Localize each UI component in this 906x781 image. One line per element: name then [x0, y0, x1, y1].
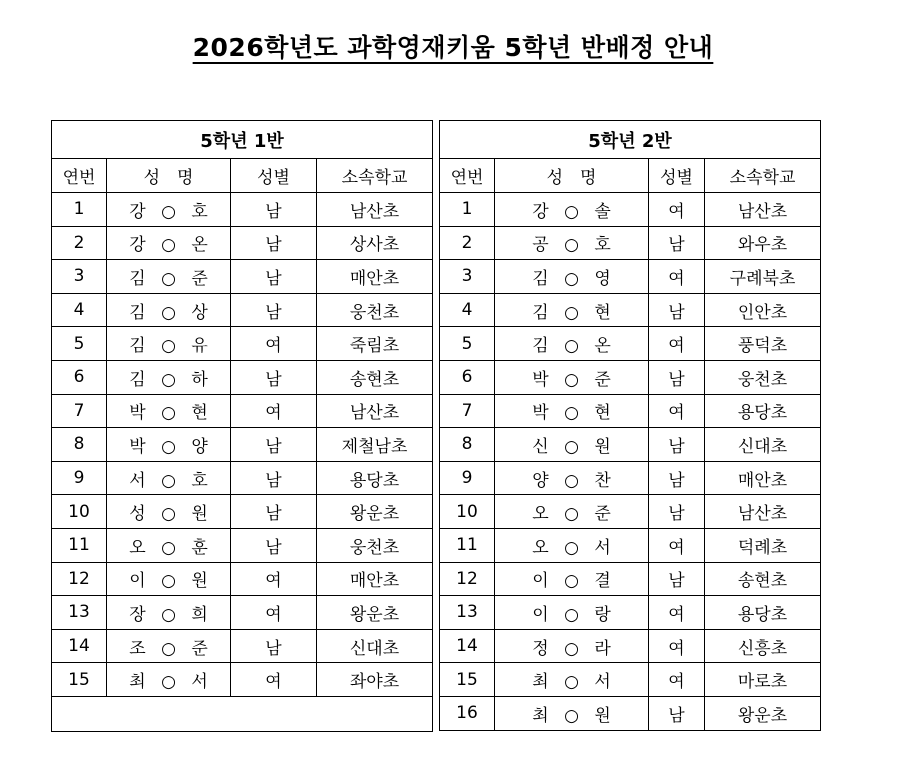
table-row	[440, 293, 821, 327]
cell-gender: 남	[231, 461, 317, 495]
cell-gender: 여	[231, 663, 317, 697]
table-row	[52, 360, 433, 394]
table-row	[52, 394, 433, 428]
cell-no: 5	[440, 327, 495, 361]
class-2-body	[440, 193, 821, 731]
cell-school: 죽림초	[317, 327, 433, 361]
table-row	[440, 696, 821, 730]
cell-name: 박 ○ 현	[495, 394, 649, 428]
cell-school: 웅천초	[317, 293, 433, 327]
table-row	[440, 193, 821, 227]
cell-school: 용당초	[705, 596, 821, 630]
cell-gender: 남	[231, 428, 317, 462]
cell-school: 웅천초	[705, 360, 821, 394]
cell-school: 남산초	[317, 193, 433, 227]
cell-no: 15	[52, 663, 107, 697]
cell-name: 오 ○ 준	[495, 495, 649, 529]
cell-no: 10	[440, 495, 495, 529]
cell-name: 강 ○ 솔	[495, 193, 649, 227]
cell-school: 왕운초	[317, 495, 433, 529]
cell-gender: 여	[649, 528, 705, 562]
cell-no: 3	[440, 260, 495, 294]
cell-no: 13	[440, 596, 495, 630]
cell-no: 16	[440, 696, 495, 730]
table-row	[440, 596, 821, 630]
cell-no: 2	[440, 226, 495, 260]
cell-gender: 남	[649, 495, 705, 529]
table-row	[52, 226, 433, 260]
cell-gender: 여	[649, 394, 705, 428]
table-row	[440, 562, 821, 596]
cell-school: 매안초	[317, 562, 433, 596]
class-2-caption: 5학년 2반	[440, 121, 821, 159]
table-row	[52, 663, 433, 697]
cell-gender: 남	[231, 360, 317, 394]
column-header-name: 성 명	[495, 159, 649, 193]
cell-name: 오 ○ 서	[495, 528, 649, 562]
cell-gender: 남	[231, 293, 317, 327]
class-2-table	[439, 120, 821, 731]
cell-gender: 남	[649, 461, 705, 495]
cell-school: 신흥초	[705, 629, 821, 663]
cell-no: 6	[52, 360, 107, 394]
cell-school: 덕례초	[705, 528, 821, 562]
cell-name: 강 ○ 호	[107, 193, 231, 227]
cell-name: 김 ○ 영	[495, 260, 649, 294]
cell-name: 조 ○ 준	[107, 629, 231, 663]
cell-no: 9	[440, 461, 495, 495]
table-row	[440, 528, 821, 562]
cell-no: 9	[52, 461, 107, 495]
table-row	[52, 428, 433, 462]
table-row	[440, 495, 821, 529]
cell-name: 이 ○ 원	[107, 562, 231, 596]
cell-name: 양 ○ 찬	[495, 461, 649, 495]
column-header-school: 소속학교	[705, 159, 821, 193]
cell-name: 오 ○ 훈	[107, 528, 231, 562]
cell-school: 구례북초	[705, 260, 821, 294]
cell-no: 2	[52, 226, 107, 260]
cell-name: 김 ○ 유	[107, 327, 231, 361]
cell-name: 성 ○ 원	[107, 495, 231, 529]
cell-school: 신대초	[705, 428, 821, 462]
table-row	[440, 394, 821, 428]
cell-gender: 여	[649, 663, 705, 697]
cell-school: 남산초	[317, 394, 433, 428]
table-row	[52, 461, 433, 495]
document-title-container	[0, 28, 906, 72]
cell-gender: 남	[231, 528, 317, 562]
cell-school: 남산초	[705, 495, 821, 529]
cell-school: 왕운초	[705, 696, 821, 730]
cell-school: 송현초	[705, 562, 821, 596]
table-row	[52, 327, 433, 361]
cell-no: 1	[440, 193, 495, 227]
cell-school: 매안초	[705, 461, 821, 495]
cell-no: 6	[440, 360, 495, 394]
cell-name: 이 ○ 랑	[495, 596, 649, 630]
cell-gender: 남	[649, 696, 705, 730]
cell-school: 웅천초	[317, 528, 433, 562]
column-header-no: 연번	[440, 159, 495, 193]
class-1-caption: 5학년 1반	[52, 121, 433, 159]
cell-gender: 남	[649, 293, 705, 327]
cell-name: 김 ○ 현	[495, 293, 649, 327]
cell-no: 4	[52, 293, 107, 327]
cell-gender: 남	[231, 193, 317, 227]
class-1-body	[52, 193, 433, 697]
cell-no: 12	[52, 562, 107, 596]
cell-no: 11	[440, 528, 495, 562]
cell-name: 최 ○ 서	[495, 663, 649, 697]
cell-no: 8	[52, 428, 107, 462]
cell-no: 8	[440, 428, 495, 462]
cell-gender: 남	[649, 226, 705, 260]
cell-school: 제철남초	[317, 428, 433, 462]
cell-name: 정 ○ 라	[495, 629, 649, 663]
cell-school: 인안초	[705, 293, 821, 327]
table-row	[52, 495, 433, 529]
cell-gender: 여	[231, 327, 317, 361]
cell-name: 신 ○ 원	[495, 428, 649, 462]
cell-name: 최 ○ 서	[107, 663, 231, 697]
table-row	[440, 461, 821, 495]
cell-school: 매안초	[317, 260, 433, 294]
document-title: 2026학년도 과학영재키움 5학년 반배정 안내	[192, 33, 714, 62]
cell-gender: 여	[649, 327, 705, 361]
table-row	[52, 562, 433, 596]
cell-school: 마로초	[705, 663, 821, 697]
cell-no: 1	[52, 193, 107, 227]
table-row	[440, 360, 821, 394]
cell-school: 용당초	[317, 461, 433, 495]
cell-name: 박 ○ 양	[107, 428, 231, 462]
class-1-empty-row	[52, 696, 433, 731]
table-row	[440, 327, 821, 361]
cell-name: 공 ○ 호	[495, 226, 649, 260]
cell-name: 김 ○ 상	[107, 293, 231, 327]
table-row	[440, 663, 821, 697]
cell-gender: 여	[649, 596, 705, 630]
table-row	[52, 596, 433, 630]
table-row	[52, 528, 433, 562]
table-row	[52, 193, 433, 227]
cell-no: 14	[440, 629, 495, 663]
table-row	[440, 226, 821, 260]
cell-gender: 남	[649, 562, 705, 596]
table-row	[52, 260, 433, 294]
cell-gender: 남	[231, 226, 317, 260]
cell-school: 풍덕초	[705, 327, 821, 361]
cell-gender: 남	[649, 428, 705, 462]
table-row	[52, 629, 433, 663]
cell-name: 김 ○ 준	[107, 260, 231, 294]
cell-gender: 남	[231, 629, 317, 663]
cell-name: 박 ○ 준	[495, 360, 649, 394]
cell-name: 강 ○ 온	[107, 226, 231, 260]
cell-gender: 여	[649, 629, 705, 663]
column-header-school: 소속학교	[317, 159, 433, 193]
column-header-name: 성 명	[107, 159, 231, 193]
cell-school: 남산초	[705, 193, 821, 227]
cell-no: 10	[52, 495, 107, 529]
cell-school: 왕운초	[317, 596, 433, 630]
table-row	[440, 629, 821, 663]
cell-school: 용당초	[705, 394, 821, 428]
cell-no: 4	[440, 293, 495, 327]
cell-no: 3	[52, 260, 107, 294]
cell-gender: 여	[231, 596, 317, 630]
cell-school: 좌야초	[317, 663, 433, 697]
cell-gender: 여	[649, 260, 705, 294]
cell-name: 박 ○ 현	[107, 394, 231, 428]
cell-school: 송현초	[317, 360, 433, 394]
cell-no: 11	[52, 528, 107, 562]
cell-name: 이 ○ 결	[495, 562, 649, 596]
class-1-table	[51, 120, 433, 732]
table-row	[440, 428, 821, 462]
cell-name: 서 ○ 호	[107, 461, 231, 495]
cell-no: 7	[440, 394, 495, 428]
column-header-gender: 성별	[649, 159, 705, 193]
column-header-gender: 성별	[231, 159, 317, 193]
cell-name: 최 ○ 원	[495, 696, 649, 730]
cell-gender: 남	[231, 495, 317, 529]
cell-name: 장 ○ 희	[107, 596, 231, 630]
column-header-no: 연번	[52, 159, 107, 193]
cell-school: 와우초	[705, 226, 821, 260]
cell-name: 김 ○ 하	[107, 360, 231, 394]
cell-no: 12	[440, 562, 495, 596]
table-row	[440, 260, 821, 294]
cell-gender: 남	[649, 360, 705, 394]
cell-no: 5	[52, 327, 107, 361]
cell-school: 신대초	[317, 629, 433, 663]
cell-gender: 여	[649, 193, 705, 227]
cell-gender: 여	[231, 394, 317, 428]
cell-gender: 여	[231, 562, 317, 596]
table-row	[52, 293, 433, 327]
cell-name: 김 ○ 온	[495, 327, 649, 361]
cell-school: 상사초	[317, 226, 433, 260]
cell-no: 7	[52, 394, 107, 428]
cell-no: 15	[440, 663, 495, 697]
cell-no: 13	[52, 596, 107, 630]
cell-gender: 남	[231, 260, 317, 294]
cell-no: 14	[52, 629, 107, 663]
